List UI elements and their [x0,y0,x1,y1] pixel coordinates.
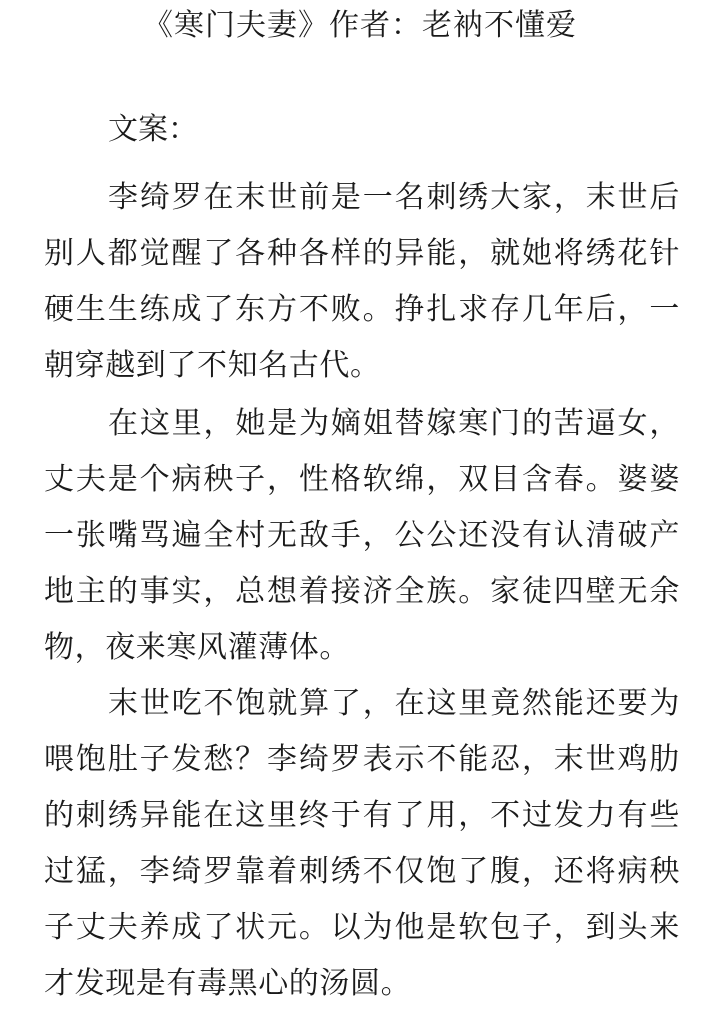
document-title: 《寒门夫妻》作者：老衲不懂爱 [143,8,577,43]
synopsis-paragraph-2: 在这里，她是为嫡姐替嫁寒门的苦逼女，丈夫是个病秧子，性格软绵，双目含春。婆婆一张嘴骂遍全村无敌手，公公还没有认清破产地主的事实，总想着接济全族。家徒四壁无余物，夜来寒风灌薄体。 [44,406,680,665]
section-label-synopsis: 文案： [108,112,198,147]
synopsis-paragraph-1: 李绮罗在末世前是一名刺绣大家，末世后别人都觉醒了各种各样的异能，就她将绣花针硬生生练成了东方不败。挣扎求存几年后，一朝穿越到了不知名古代。 [44,180,680,383]
synopsis-paragraph-3: 末世吃不饱就算了，在这里竟然能还要为喂饱肚子发愁？李绮罗表示不能忍，末世鸡肋的刺绣异能在这里终于有了用，不过发力有些过猛，李绮罗靠着刺绣不仅饱了腹，还将病秧子丈夫养成了状元。以为他是软包子，到头来才发现是有毒黑心的汤圆。 [44,686,680,1001]
